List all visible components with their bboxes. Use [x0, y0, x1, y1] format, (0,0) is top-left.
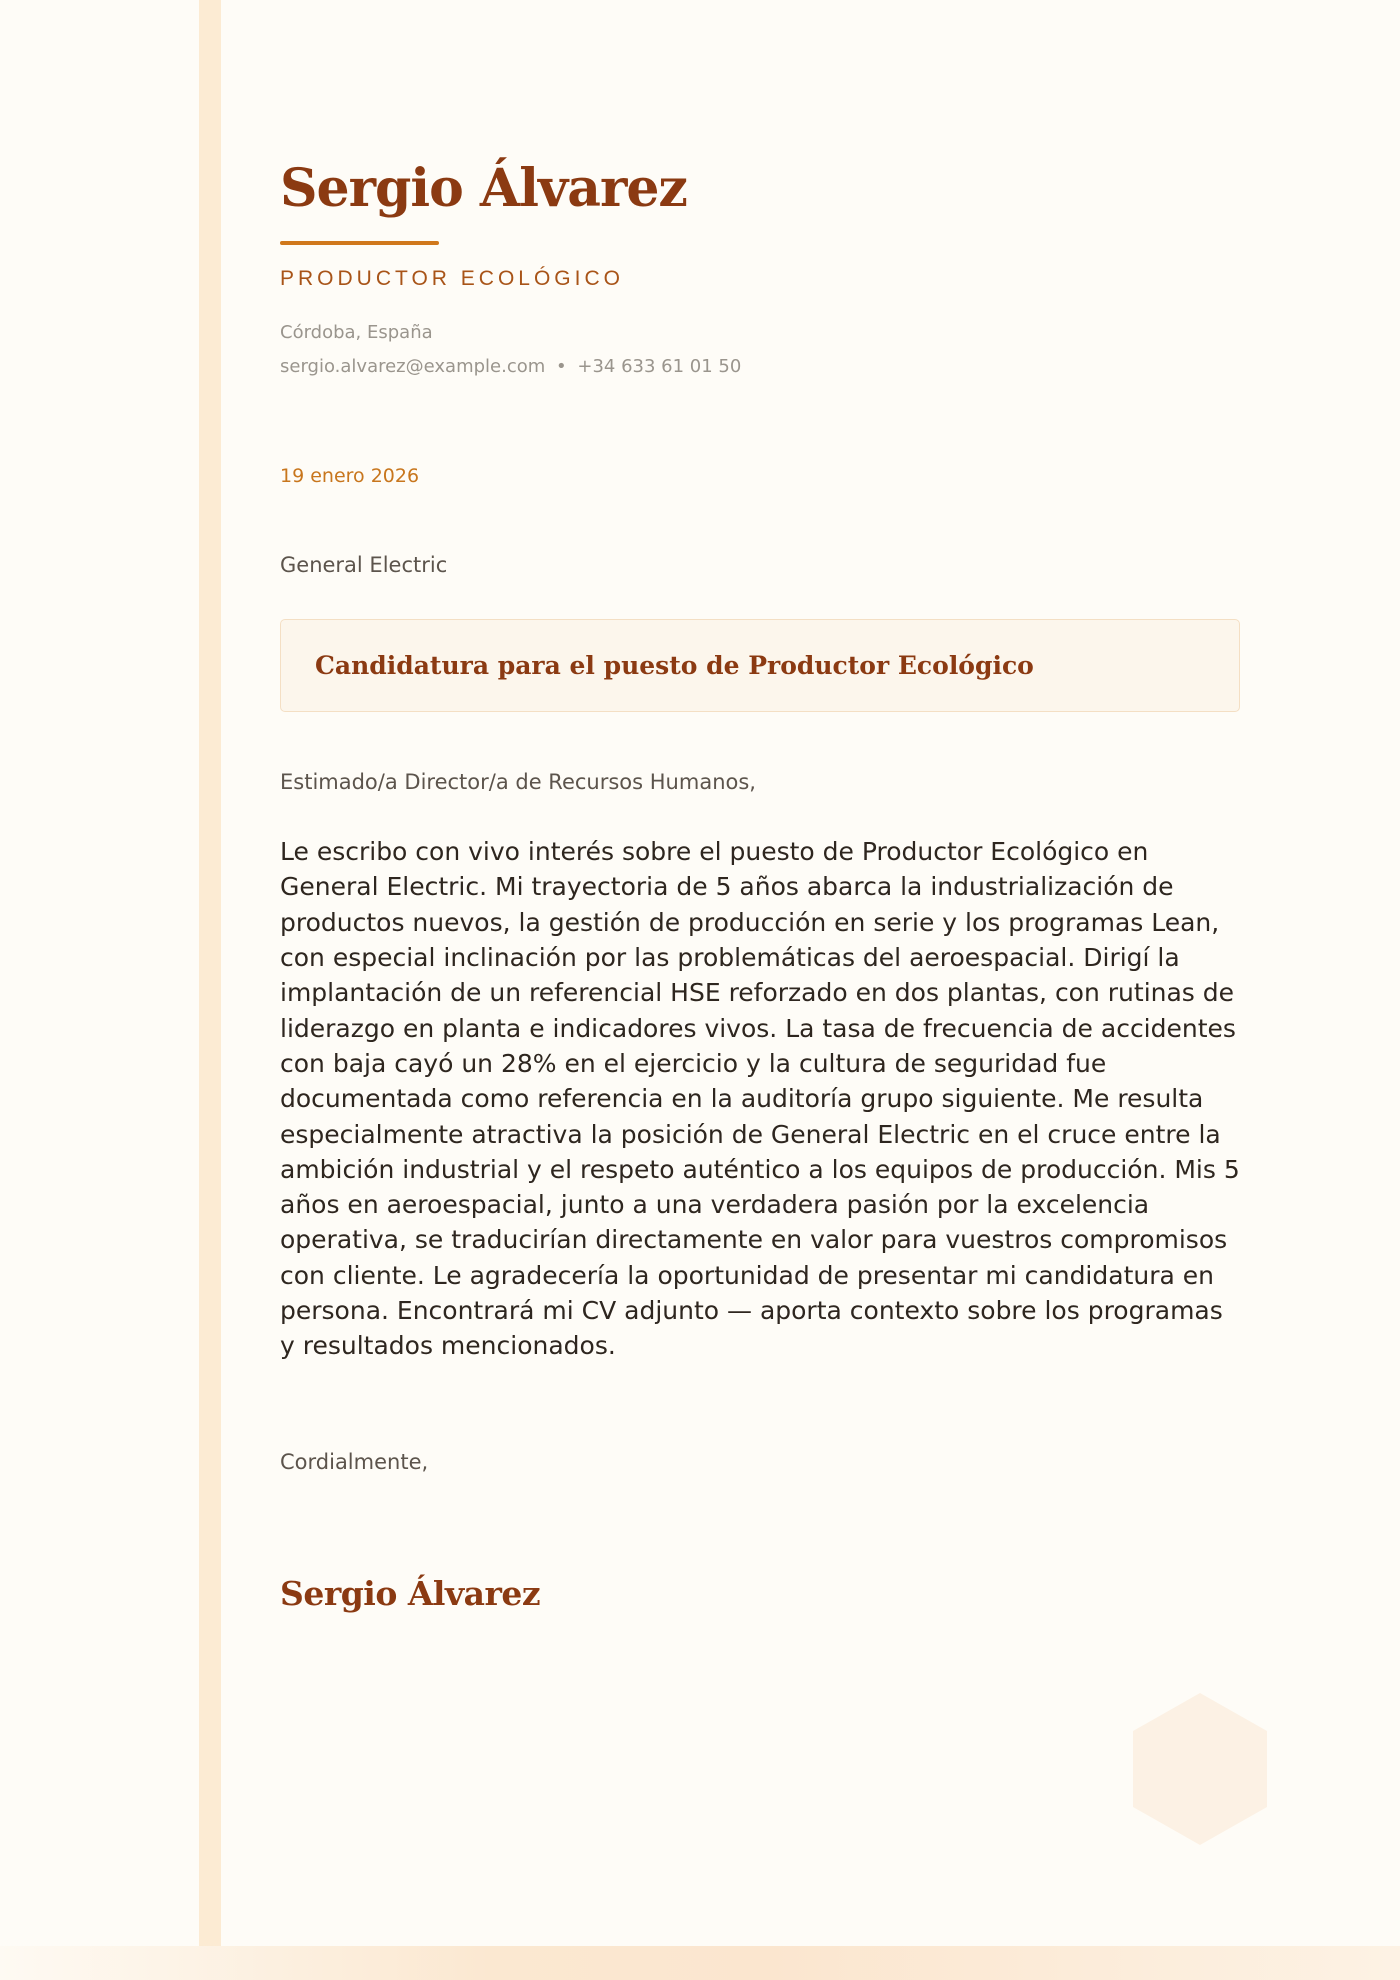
hexagon-decoration	[1133, 1693, 1267, 1845]
bottom-gradient-band	[0, 1946, 1400, 1980]
side-accent-stripe	[199, 0, 221, 1980]
name-underline	[280, 241, 439, 245]
contact-separator: •	[556, 356, 567, 378]
phone-link[interactable]: +34 633 61 01 50	[577, 356, 742, 378]
recipient: General Electric	[280, 553, 448, 578]
email-link[interactable]: sergio.alvarez@example.com	[280, 356, 546, 378]
sender-name: Sergio Álvarez	[280, 158, 687, 219]
job-title: PRODUCTOR ECOLÓGICO	[280, 267, 624, 291]
subject-line: Candidatura para el puesto de Productor Ecológico	[315, 651, 1034, 681]
contact-line	[280, 356, 1240, 377]
letter-content	[280, 160, 1240, 1613]
letter-body: Le escribo con vivo interés sobre el puesto de Productor Ecológico en General Electric. Mi trayectoria de 5 años abarca la industrialización de productos nuevos, la gestión de producción en serie y los programas Lean, con especial inclinación por las problemáticas del aeroespacial. Dirigí la implantación de un referencial HSE reforzado en dos plantas, con rutinas de liderazgo en planta e indicadores vivos. La tasa de frecuencia de accidentes con baja cayó un 28% en el ejercicio y la cultura de seguridad fue documentada como referencia en la auditoría grupo siguiente. Me resulta especialmente atractiva la posición de General Electric en el cruce entre la ambición industrial y el respeto auténtico a los equipos de producción. Mis 5 años en aeroespacial, junto a una verdadera pasión por la excelencia operativa, se traducirían directamente en valor para vuestros compromisos con cliente. Le agradecería la oportunidad de presentar mi candidatura en persona. Encontrará mi CV adjunto — aporta contexto sobre los programas y resultados mencionados.	[280, 837, 1240, 1361]
sender-location: Córdoba, España	[280, 322, 433, 344]
salutation: Estimado/a Director/a de Recursos Humanos,	[280, 770, 756, 795]
closing: Cordialmente,	[280, 1449, 429, 1474]
letter-date: 19 enero 2026	[280, 465, 420, 488]
subject-box	[280, 619, 1240, 712]
signature: Sergio Álvarez	[280, 1573, 541, 1613]
